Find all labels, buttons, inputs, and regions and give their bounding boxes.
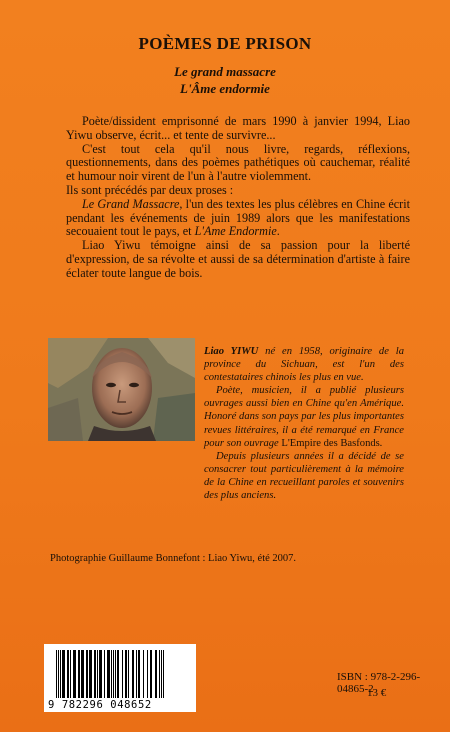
blurb-paragraph-4-end: .: [276, 224, 280, 239]
bio-paragraph-2-end: .: [379, 437, 383, 449]
subtitle-grand-massacre: Le grand massacre: [174, 64, 276, 79]
book-title-empire-des-basfonds: L'Empire des Basfonds: [281, 437, 380, 449]
blurb-paragraph-4-text: , l'un des textes les plus célèbres en Chine écrit pendant les événements de juin 1989 alors que les manifestations secouaient tout le pays, et: [66, 196, 410, 239]
bio-paragraph-2: [204, 384, 404, 449]
subtitle-ame-endormie: L'Âme endormie: [180, 81, 270, 96]
book-title: POÈMES DE PRISON: [138, 34, 312, 53]
author-bio: [204, 345, 404, 502]
bio-paragraph-3: Depuis plusieurs années il a décidé de se consacrer tout particulièrement à la mémoire de la Chine en recueillant paroles et souvenirs des plus anciens.: [204, 450, 404, 502]
barcode-bars: [54, 650, 186, 698]
photo-credit: Photographie Guillaume Bonnefont : Liao Yiwu, été 2007.: [50, 553, 297, 564]
blurb-paragraph-4: [66, 198, 410, 239]
blurb-paragraph-1: Poète/dissident emprisonné de mars 1990 à janvier 1994, Liao Yiwu observe, écrit... et tente de survivre...: [66, 114, 410, 142]
blurb-paragraph-3: Ils sont précédés par deux proses :: [66, 182, 234, 197]
blurb-paragraph-5: Liao Yiwu témoigne ainsi de sa passion pour la liberté d'expression, de sa révolte et aussi de sa détermination d'artiste à faire éclater toute langue de bois.: [66, 238, 410, 280]
work-title-ame-endormie: L'Ame Endormie: [194, 224, 277, 239]
barcode-digits: 9 782296 048652: [48, 699, 152, 711]
author-name: Liao YIWU: [204, 346, 259, 357]
blurb: [66, 115, 410, 281]
author-photo: [48, 338, 195, 441]
work-title-grand-massacre: Le Grand Massacre: [82, 196, 180, 211]
bio-paragraph-1: [204, 345, 404, 384]
bio-paragraph-2-text: Poète, musicien, il a publié plusieurs ouvrages aussi bien en Chine qu'en Amérique. Honoré dans son pays par les plus importantes revues littéraires, il a été remarqué en France pour son ouvrage: [204, 385, 404, 449]
barcode: [44, 644, 196, 712]
price: 13 €: [367, 687, 387, 699]
bio-paragraph-1-text: né en 1958, originaire de la province du Sichuan, est l'un des contestataires chinois les plus en vue.: [204, 346, 404, 384]
blurb-paragraph-2: C'est tout cela qu'il nous livre, regards, réflexions, questionnements, dans des poèmes pathétiques où cauchemar, réalité et humour noir virent de l'un à l'autre violemment.: [66, 141, 410, 184]
isbn: ISBN : 978-2-296-04865-2: [337, 671, 421, 695]
author-portrait-image: [48, 338, 195, 441]
